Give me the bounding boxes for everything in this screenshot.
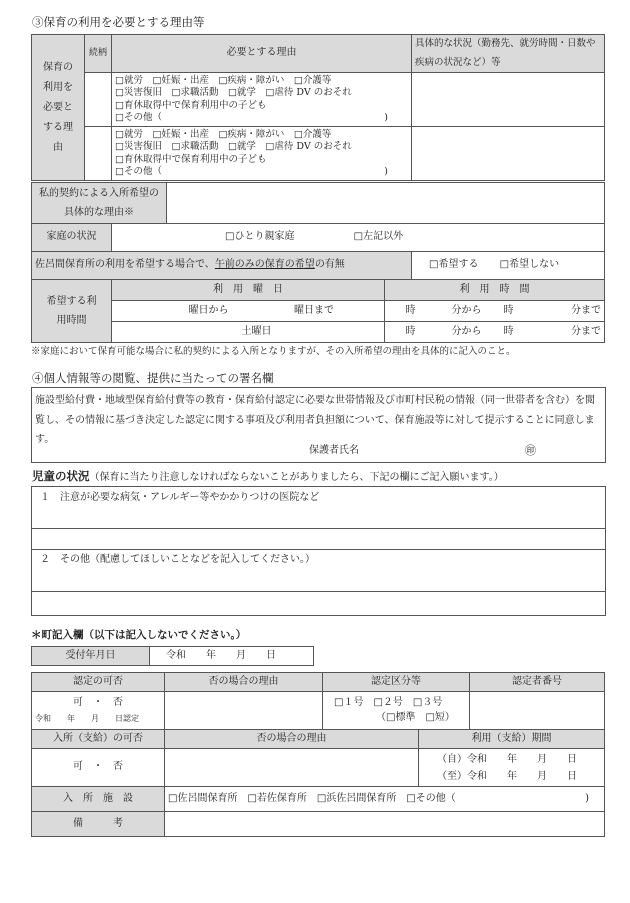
morning-label: [32, 252, 412, 280]
reason-line: □その他（: [115, 111, 162, 123]
cert-ok-cell: [32, 692, 165, 730]
guardian-signature-field[interactable]: [372, 444, 522, 458]
seal-icon: ㊞: [525, 444, 536, 457]
reason-line: □その他（: [115, 165, 162, 177]
private-label: 私的契約による入所希望の具体的な理由※: [32, 183, 167, 224]
consent-box: [31, 387, 606, 463]
morning-link: 午前のみの保育の希望: [214, 259, 315, 271]
facility-label: 入 所 施 設: [32, 787, 165, 812]
min-from[interactable]: 分から: [419, 301, 485, 322]
morning-table: [31, 251, 605, 280]
close-paren: ): [384, 111, 388, 123]
cert-date: 令和 年 月 日認定: [35, 714, 139, 724]
child-item2: ２ その他（配慮してほしいことなどを記入してください。）: [40, 554, 315, 565]
footnote: ※家庭において保育可能な場合に私的契約による入所となりますが、その入所希望の理由を具体的に記入のこと。: [31, 346, 516, 357]
cert-ok-ng: 可 ・ 否: [73, 696, 123, 708]
morning-pre: 佐呂間保育所の利用を希望する場合で、: [35, 259, 215, 271]
saturday[interactable]: 土曜日: [112, 322, 385, 343]
remarks-cell: [165, 812, 605, 837]
day-to[interactable]: 曜日まで: [232, 301, 385, 322]
reason-line: □就労 □妊娠・出産 □疾病・障がい □介護等: [115, 74, 332, 86]
day-from[interactable]: 曜日から: [112, 301, 232, 322]
received-value: 令和 年 月 日: [150, 647, 314, 666]
reason-line: □育休取得中で保育利用中の子ども: [115, 153, 267, 165]
facility-table: [31, 786, 605, 837]
child-item1: １ 注意が必要な病気・アレルギー等やかかりつけの医院など: [40, 492, 320, 503]
detail-cell-1[interactable]: [412, 73, 605, 127]
child-item2-field[interactable]: [32, 567, 605, 613]
cert-reason-cell: [165, 692, 323, 730]
cert-table: [31, 672, 605, 730]
family-options[interactable]: [112, 224, 605, 252]
period-to: （至）令和 年 月 日: [437, 770, 577, 782]
facility-options: [165, 787, 605, 812]
child-subtitle: （保育に当たり注意しなければならないことがありましたら、下記の欄にご記入願います。）: [89, 472, 504, 483]
reason-line: □災害復旧 □求職活動 □就学 □虐待 DV のおそれ: [115, 87, 352, 99]
certifier-cell: [470, 692, 605, 730]
time-table: [31, 279, 605, 343]
hour-to[interactable]: 時: [485, 301, 517, 322]
section4-title: ④個人情報等の閲覧、提供に当たっての署名欄: [32, 371, 274, 385]
cert-ok-label: 認定の可否: [32, 673, 165, 692]
detail-header: 具体的な状況（勤務先、就労時間・日数や疾病の状況など）等: [412, 35, 605, 73]
admit-reason-cell: [165, 749, 419, 787]
child-box: [31, 486, 606, 616]
cert-class-label: 認定区分等: [323, 673, 470, 692]
family-opt-single[interactable]: □ひとり親家庭: [225, 231, 295, 243]
guardian-label: 保護者氏名: [309, 445, 359, 456]
sat-hour-to[interactable]: 時: [485, 322, 517, 343]
cert-class-cell: [323, 692, 470, 730]
facility-close: ): [585, 792, 589, 804]
admit-label: 入所（支給）の可否: [32, 730, 165, 749]
time-header: 利 用 時 間: [385, 280, 605, 301]
reason-line: □就労 □妊娠・出産 □疾病・障がい □介護等: [115, 128, 332, 140]
reason-options-1[interactable]: [112, 73, 412, 127]
period-cell: [419, 749, 605, 787]
morning-options[interactable]: [412, 252, 605, 280]
class-sub: （□標準 □短）: [376, 712, 455, 723]
detail-cell-2[interactable]: [412, 127, 605, 181]
min-to[interactable]: 分まで: [517, 301, 605, 322]
morning-opt-yes[interactable]: □希望する: [429, 259, 479, 271]
certifier-label: 認定者番号: [470, 673, 605, 692]
hour-from[interactable]: 時: [385, 301, 419, 322]
town-title: ＊町記入欄（以下は記入しないでください。）: [31, 629, 247, 641]
received-label: 受付年月日: [32, 647, 150, 666]
sat-min-from[interactable]: 分から: [419, 322, 485, 343]
family-opt-other[interactable]: □左記以外: [353, 231, 404, 243]
child-title-main: 児童の状況: [32, 469, 90, 483]
child-item1-field[interactable]: [32, 501, 605, 549]
class-options: □１号 □２号 □３号: [334, 696, 443, 708]
sat-min-to[interactable]: 分まで: [517, 322, 605, 343]
facility-opts: □佐呂間保育所 □若佐保育所 □浜佐呂間保育所 □その他（: [168, 792, 456, 804]
family-label: 家庭の状況: [32, 224, 112, 252]
close-paren: ): [384, 165, 388, 177]
relation-cell-2[interactable]: [85, 127, 112, 181]
child-title: [32, 469, 504, 485]
cert-reason-label: 否の場合の理由: [165, 673, 323, 692]
reason-table: [31, 34, 605, 181]
remarks-label: 備 考: [32, 812, 165, 837]
reason-header: 必要とする理由: [112, 35, 412, 73]
reason-line: □育休取得中で保育利用中の子ども: [115, 99, 267, 111]
morning-opt-no[interactable]: □希望しない: [499, 259, 560, 271]
consent-text: 施設型給付費・地域型保育給付費等の教育・保育給付認定に必要な世帯情報及び市町村民税の情報（同一世帯者を含む）を閲覧し、その情報に基づき決定した認定に関する事項及び利用者負担額について、保育施設等に対して提示することに同意します。: [35, 395, 595, 445]
reason-options-2[interactable]: [112, 127, 412, 181]
reason-line: □災害復旧 □求職活動 □就学 □虐待 DV のおそれ: [115, 141, 352, 153]
reason-row-label: 保育の利用を必要とする理由: [32, 35, 85, 181]
received-table: [31, 646, 314, 666]
time-label: 希望する利用時間: [32, 280, 112, 343]
family-table: [31, 223, 605, 252]
period-from: （自）令和 年 月 日: [437, 753, 577, 765]
admit-ok-ng: 可 ・ 否: [32, 749, 165, 787]
day-header: 利 用 曜 日: [112, 280, 385, 301]
admit-table: [31, 729, 605, 787]
sat-hour-from[interactable]: 時: [385, 322, 419, 343]
period-label: 利用（支給）期間: [419, 730, 605, 749]
private-reason-field[interactable]: [167, 183, 605, 224]
morning-post: の有無: [314, 259, 345, 271]
section3-title: ③保育の利用を必要とする理由等: [32, 15, 205, 29]
relation-header: 続柄: [85, 35, 112, 73]
relation-cell-1[interactable]: [85, 73, 112, 127]
private-table: [31, 182, 605, 224]
admit-reason-label: 否の場合の理由: [165, 730, 419, 749]
